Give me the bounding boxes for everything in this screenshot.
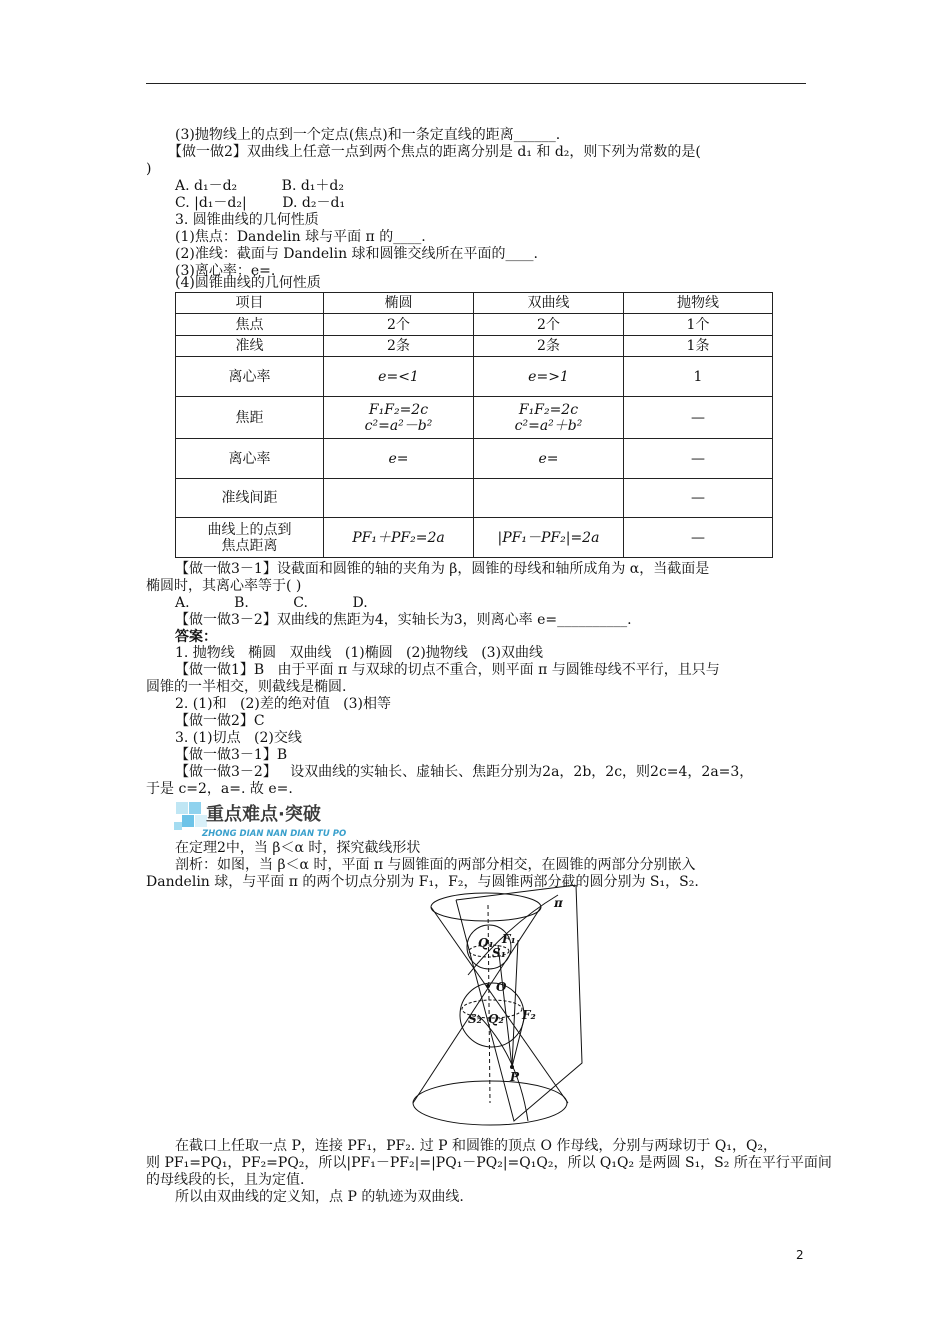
table-cell: 焦距 xyxy=(176,397,324,439)
table-cell xyxy=(324,479,474,518)
table-cell: 1个 xyxy=(624,314,773,336)
label-f1: F₁ xyxy=(502,932,516,946)
table-row xyxy=(176,439,773,479)
table-row xyxy=(176,336,773,357)
label-q1: Q₁ xyxy=(478,936,494,950)
banner-subtitle: ZHONG DIAN NAN DIAN TU PO xyxy=(202,829,347,839)
text-line: 1. 抛物线 椭圆 双曲线 (1)椭圆 (2)抛物线 (3)双曲线 xyxy=(175,645,544,661)
text-line: 3. (1)切点 (2)交线 xyxy=(175,730,302,746)
table-cell: 曲线上的点到 焦点距离 xyxy=(176,518,324,558)
table-cell: |PF₁－PF₂|=2a xyxy=(474,518,624,558)
table-cell: 准线间距 xyxy=(176,479,324,518)
table-cell: 1条 xyxy=(624,336,773,357)
answers-heading: 答案： xyxy=(175,629,217,645)
table-cell: 准线 xyxy=(176,336,324,357)
text-line: 的母线段的长，且为定值. xyxy=(146,1172,305,1188)
table-cell: — xyxy=(624,439,773,479)
table-cell: — xyxy=(624,518,773,558)
table-cell: e=>1 xyxy=(474,357,624,397)
header-cell: 双曲线 xyxy=(474,293,624,314)
label-q2: Q₂ xyxy=(488,1012,504,1026)
text-line: Dandelin 球，与平面 π 的两个切点分别为 F₁，F₂，与圆锥两部分截的圆分别为 S₁，S₂. xyxy=(146,874,699,890)
text-line: 【做一做1】B 由于平面 π 与双球的切点不重合，则平面 π 与圆锥母线不平行，且只与 xyxy=(175,662,720,678)
text-line: (3)抛物线上的点到一个定点(焦点)和一条定直线的距离______. xyxy=(175,127,561,143)
text-line: 【做一做2】C xyxy=(175,713,265,729)
table-header-row xyxy=(176,293,773,314)
label-f2: F₂ xyxy=(522,1008,536,1022)
label-pi: π xyxy=(554,896,563,910)
text-line: 【做一做3－1】设截面和圆锥的轴的夹角为 β，圆锥的母线和轴所成角为 α，当截面是 xyxy=(175,561,710,577)
text-line: (4)圆锥曲线的几何性质 xyxy=(175,275,321,291)
section-banner xyxy=(172,798,402,840)
label-s1: S₁ xyxy=(492,946,506,960)
text-line: 剖析：如图，当 β＜α 时，平面 π 与圆锥面的两部分相交，在圆锥的两部分分别嵌入 xyxy=(175,857,696,873)
text-line: C. |d₁－d₂| D. d₂－d₁ xyxy=(175,195,346,211)
text-line: 2. (1)和 (2)差的绝对值 (3)相等 xyxy=(175,696,392,712)
text-line: A. d₁－d₂ B. d₁＋d₂ xyxy=(175,178,344,194)
table-row xyxy=(176,314,773,336)
text-line: A. B. C. D. xyxy=(175,595,368,611)
table-cell: F₁F₂=2c c²=a²－b² xyxy=(324,397,474,439)
table-cell: F₁F₂=2c c²=a²＋b² xyxy=(474,397,624,439)
text-line: 椭圆时，其离心率等于( ) xyxy=(146,578,302,594)
table-cell: — xyxy=(624,479,773,518)
text-line: (3)离心率：e=. xyxy=(175,263,276,279)
table-row xyxy=(176,479,773,518)
table-cell: 焦点 xyxy=(176,314,324,336)
header-cell: 项目 xyxy=(176,293,324,314)
table-cell: e= xyxy=(474,439,624,479)
header-cell: 椭圆 xyxy=(324,293,474,314)
conic-properties-table xyxy=(175,292,773,558)
header-cell: 抛物线 xyxy=(624,293,773,314)
table-cell: 离心率 xyxy=(176,439,324,479)
text-line: 3. 圆锥曲线的几何性质 xyxy=(175,212,319,228)
table-cell: 2条 xyxy=(324,336,474,357)
text-line: 则 PF₁=PQ₁，PF₂=PQ₂，所以|PF₁－PF₂|=|PQ₁－PQ₂|=Q₁Q₂，所以 Q₁Q₂ 是两圆 S₁，S₂ 所在平行平面间 xyxy=(146,1155,832,1171)
table-cell: 2条 xyxy=(474,336,624,357)
label-s2: S₂ xyxy=(468,1012,482,1026)
page-number: 2 xyxy=(796,1248,804,1262)
text-line: ) xyxy=(146,161,152,177)
text-line: 于是 c=2，a=. 故 e=. xyxy=(146,781,293,797)
table-cell: 2个 xyxy=(324,314,474,336)
table-cell: PF₁＋PF₂=2a xyxy=(324,518,474,558)
text-line: 在定理2中，当 β＜α 时，探究截线形状 xyxy=(175,840,421,856)
label-o: O xyxy=(496,980,507,994)
text-line: 【做一做2】双曲线上任意一点到两个焦点的距离分别是 d₁ 和 d₂，则下列为常数的是( xyxy=(168,144,701,160)
text-line: (2)准线：截面与 Dandelin 球和圆锥交线所在平面的____. xyxy=(175,246,538,262)
text-line: 【做一做3－2】双曲线的焦距为4，实轴长为3，则离心率 e=__________. xyxy=(175,612,632,628)
text-line: 【做一做3－2】 设双曲线的实轴长、虚轴长、焦距分别为2a，2b，2c，则2c=4，2a=3， xyxy=(175,764,754,780)
text-line: 所以由双曲线的定义知，点 P 的轨迹为双曲线. xyxy=(175,1189,464,1205)
text-line: 【做一做3－1】B xyxy=(175,747,288,763)
table-row xyxy=(176,357,773,397)
table-cell: — xyxy=(624,397,773,439)
table-row xyxy=(176,518,773,558)
label-p: P xyxy=(510,1070,520,1084)
table-cell: 1 xyxy=(624,357,773,397)
table-cell xyxy=(474,479,624,518)
table-cell: e=<1 xyxy=(324,357,474,397)
banner-title: 重点难点·突破 xyxy=(206,804,321,825)
text-line: 在截口上任取一点 P，连接 PF₁，PF₂. 过 P 和圆锥的顶点 O 作母线，分别与两球切于 Q₁，Q₂， xyxy=(175,1138,778,1154)
table-cell: 离心率 xyxy=(176,357,324,397)
cube-logo-icon xyxy=(174,802,207,830)
header-rule xyxy=(146,83,806,84)
table-row xyxy=(176,397,773,439)
text-line: 圆锥的一半相交，则截线是椭圆. xyxy=(146,679,347,695)
table-cell: e= xyxy=(324,439,474,479)
double-cone-diagram xyxy=(408,885,588,1130)
table-cell: 2个 xyxy=(474,314,624,336)
text-line: (1)焦点：Dandelin 球与平面 π 的____. xyxy=(175,229,426,245)
